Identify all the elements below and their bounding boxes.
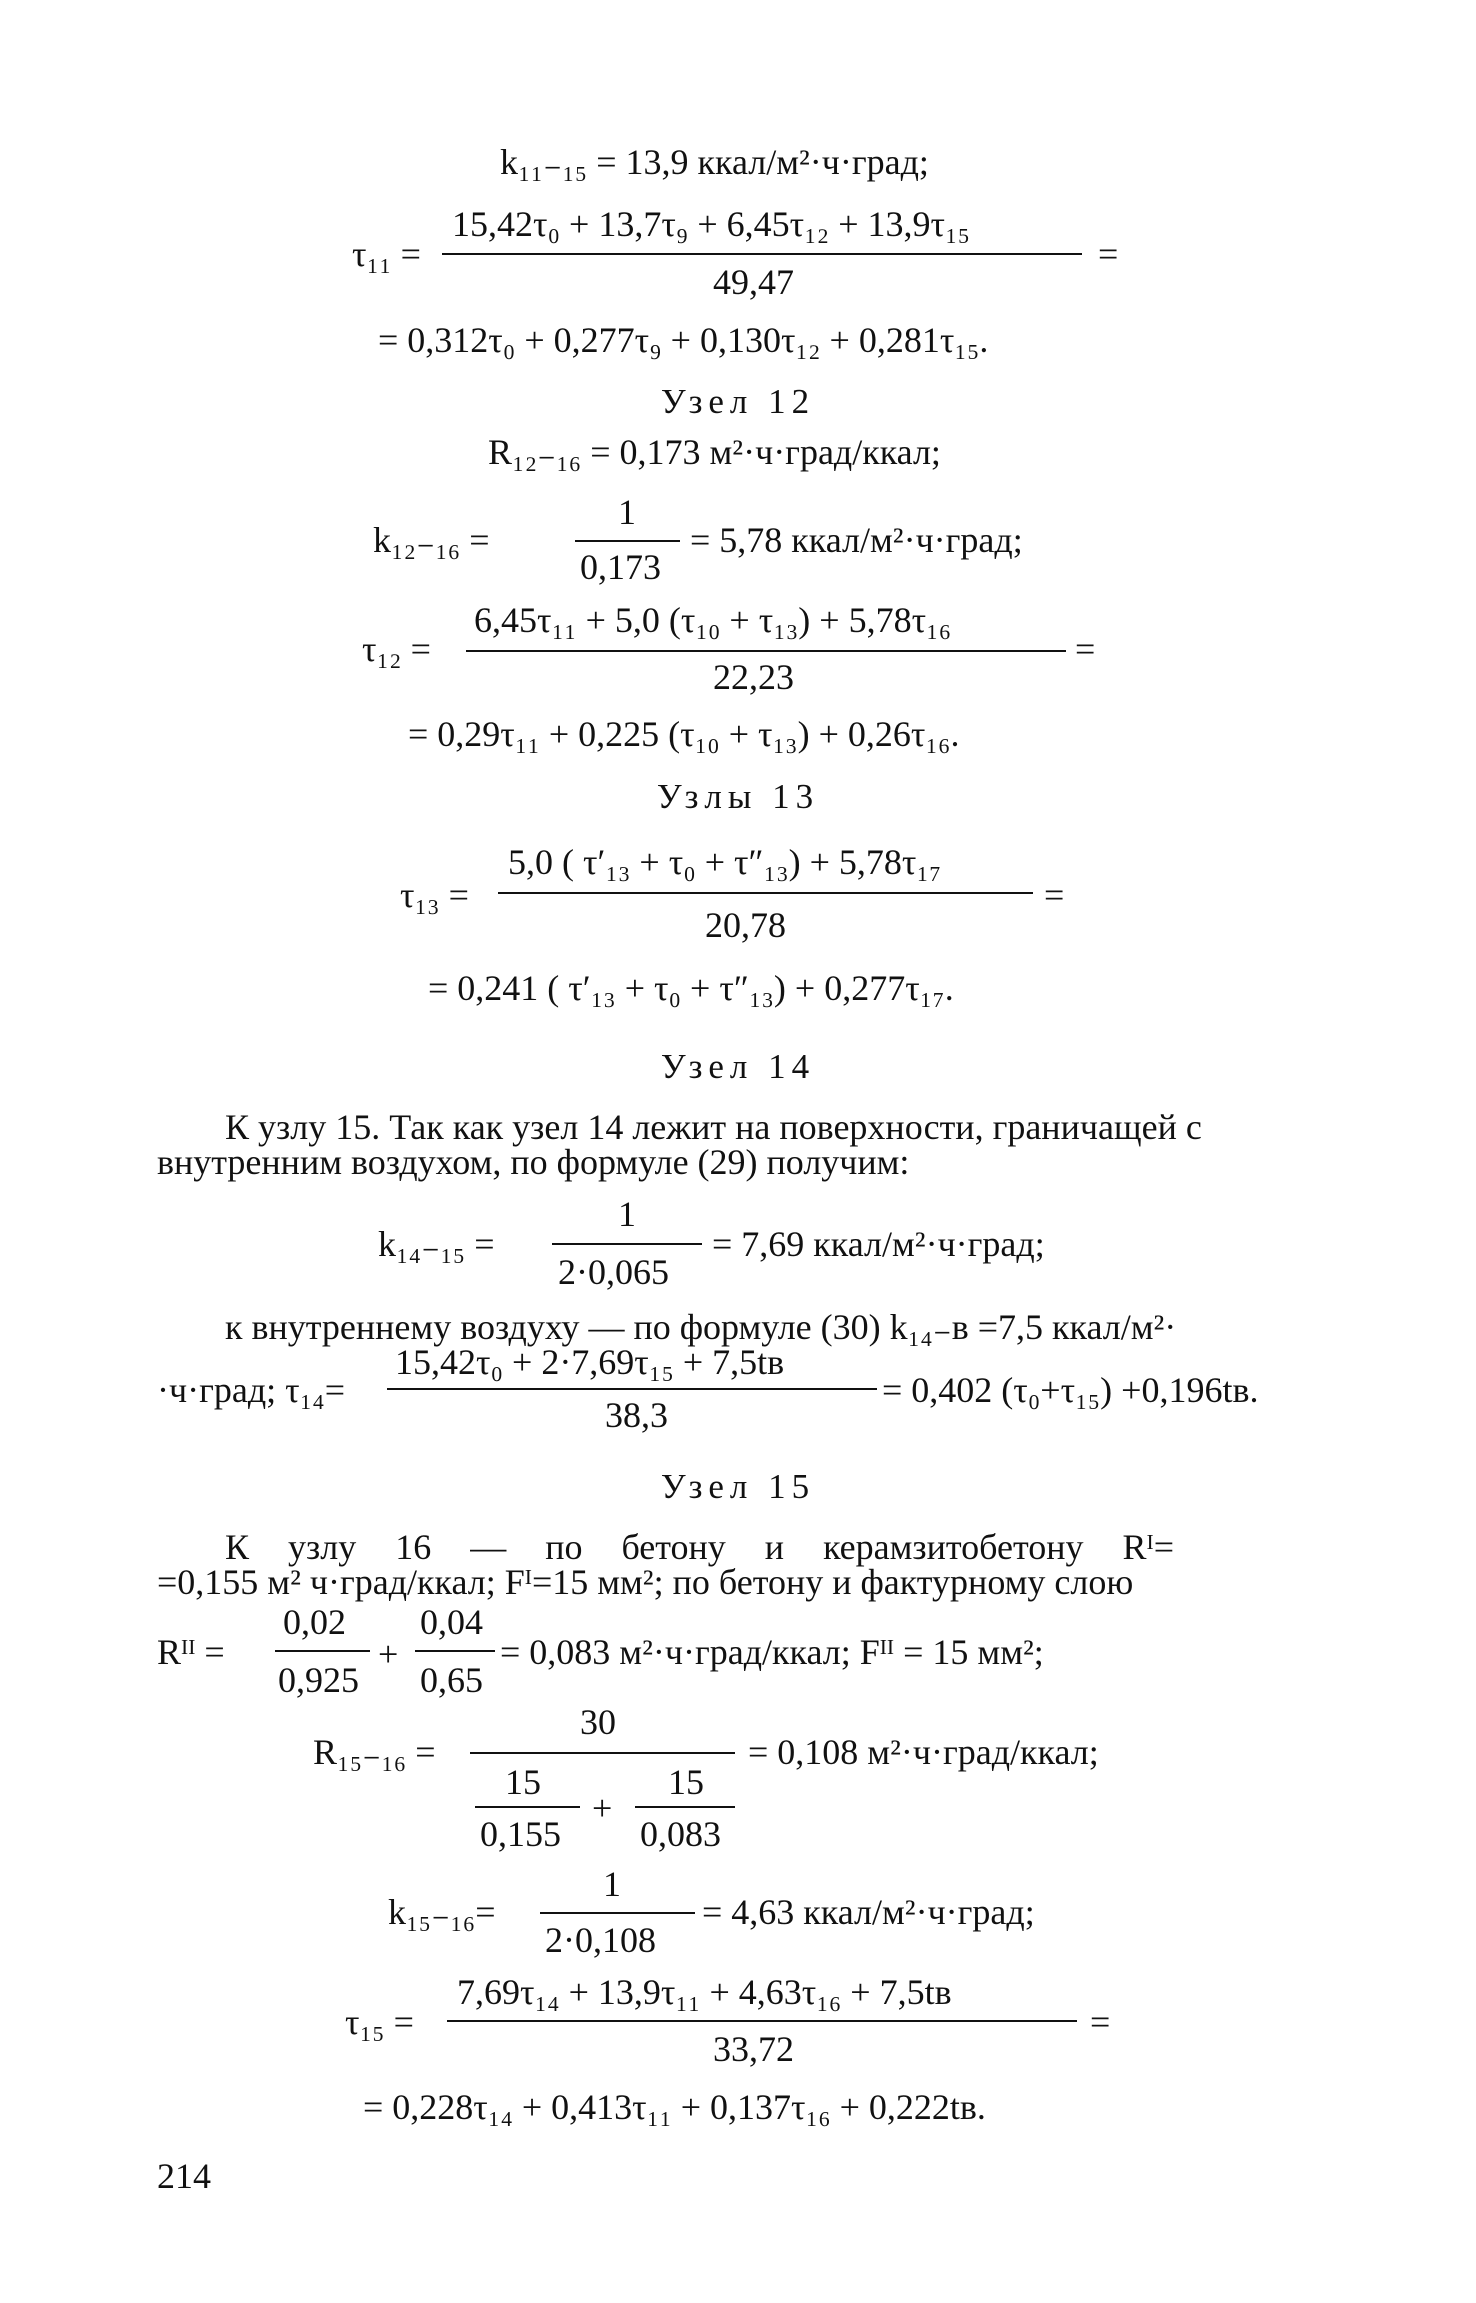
tau13-equals: = [1044,875,1065,915]
r15-16-sub-plus: + [592,1788,613,1828]
k14-15-numerator: 1 [618,1194,636,1234]
paragraph-line: К узлу 15. Так как узел 14 лежит на поверхности, граничащей с [225,1107,1202,1147]
k15-16-lhs: k₁₅₋₁₆= [388,1892,496,1932]
tau11-result: = 0,312τ₀ + 0,277τ₉ + 0,130τ₁₂ + 0,281τ₁₅. [378,320,989,360]
tau15-lhs: τ₁₅ = [345,2002,414,2042]
tau12-lhs: τ₁₂ = [362,629,431,669]
k14-15-denominator: 2·0,065 [558,1252,669,1292]
paragraph-line: =0,155 м² ч·град/ккал; Fᴵ=15 мм²; по бетону и фактурному слою [157,1562,1134,1602]
page-number: 214 [157,2156,211,2196]
k15-16-numerator: 1 [603,1864,621,1904]
r-ii-plus: + [378,1634,399,1674]
r15-16-lhs: R₁₅₋₁₆ = [313,1732,436,1772]
fraction-bar [498,892,1033,894]
tau15-result: = 0,228τ₁₄ + 0,413τ₁₁ + 0,137τ₁₆ + 0,222tв. [363,2087,986,2127]
heading-nodes-13: Узлы 13 [656,777,820,816]
r-ii-lhs: Rᴵᴵ = [157,1632,225,1672]
paragraph-line: к внутреннему воздуху — по формуле (30) k₁₄₋в =7,5 ккал/м²· [225,1307,1177,1347]
tau11-numerator: 15,42τ₀ + 13,7τ₉ + 6,45τ₁₂ + 13,9τ₁₅ [452,204,971,244]
fraction-bar [466,650,1066,652]
paragraph-line: внутренним воздухом, по формуле (29) получим: [157,1142,910,1182]
fraction-bar [575,540,680,542]
heading-node-14: Узел 14 [660,1047,816,1086]
fraction-bar [475,1806,580,1808]
fraction-bar [470,1752,735,1754]
k12-16-lhs: k₁₂₋₁₆ = [373,520,490,560]
tau12-equals: = [1075,629,1096,669]
tau11-equals: = [1098,234,1119,274]
r15-16-sub-denominator-2: 0,083 [640,1814,721,1854]
tau14-lhs: ·ч·град; τ₁₄= [157,1370,346,1410]
r15-16-numerator: 30 [580,1702,616,1742]
paragraph-line: К узлу 16 — по бетону и керамзитобетону Rᴵ= [225,1527,1174,1567]
r-ii-denominator-2: 0,65 [420,1660,483,1700]
fraction-bar [415,1650,495,1652]
k12-16-denominator: 0,173 [580,547,661,587]
tau12-result: = 0,29τ₁₁ + 0,225 (τ₁₀ + τ₁₃) + 0,26τ₁₆. [408,714,960,754]
k14-15-lhs: k₁₄₋₁₅ = [378,1224,495,1264]
tau13-denominator: 20,78 [705,905,786,945]
tau14-rhs: = 0,402 (τ₀+τ₁₅) +0,196tв. [882,1370,1259,1410]
r15-16-sub-numerator-2: 15 [668,1762,704,1802]
fraction-bar [447,2020,1077,2022]
fraction-bar [275,1650,370,1652]
k15-16-denominator: 2·0,108 [545,1920,656,1960]
tau13-result: = 0,241 ( τ′₁₃ + τ₀ + τ″₁₃) + 0,277τ₁₇. [428,968,954,1008]
r-ii-numerator-1: 0,02 [283,1602,346,1642]
r15-16-rhs: = 0,108 м²·ч·град/ккал; [748,1732,1099,1772]
tau11-lhs: τ₁₁ = [352,234,421,274]
tau13-numerator: 5,0 ( τ′₁₃ + τ₀ + τ″₁₃) + 5,78τ₁₇ [508,842,942,882]
tau14-denominator: 38,3 [605,1395,668,1435]
tau13-lhs: τ₁₃ = [400,875,469,915]
r-ii-denominator-1: 0,925 [278,1660,359,1700]
fraction-bar [387,1388,877,1390]
fraction-bar [442,253,1082,255]
fraction-bar [552,1243,702,1245]
r-ii-rhs: = 0,083 м²·ч·град/ккал; Fᴵᴵ = 15 мм²; [500,1632,1044,1672]
tau12-numerator: 6,45τ₁₁ + 5,0 (τ₁₀ + τ₁₃) + 5,78τ₁₆ [474,600,952,640]
k12-16-rhs: = 5,78 ккал/м²·ч·град; [690,520,1023,560]
heading-node-12: Узел 12 [660,382,816,421]
tau15-denominator: 33,72 [713,2029,794,2069]
equation-r12-16: R₁₂₋₁₆ = 0,173 м²·ч·град/ккал; [488,432,941,472]
tau15-numerator: 7,69τ₁₄ + 13,9τ₁₁ + 4,63τ₁₆ + 7,5tв [457,1972,952,2012]
k14-15-rhs: = 7,69 ккал/м²·ч·град; [712,1224,1045,1264]
tau14-numerator: 15,42τ₀ + 2·7,69τ₁₅ + 7,5tв [395,1342,785,1382]
k15-16-rhs: = 4,63 ккал/м²·ч·град; [702,1892,1035,1932]
heading-node-15: Узел 15 [660,1467,816,1506]
fraction-bar [635,1806,735,1808]
tau11-denominator: 49,47 [713,262,794,302]
k12-16-numerator: 1 [618,492,636,532]
equation-k11-15: k₁₁₋₁₅ = 13,9 ккал/м²·ч·град; [500,142,929,182]
r15-16-sub-numerator-1: 15 [505,1762,541,1802]
r15-16-sub-denominator-1: 0,155 [480,1814,561,1854]
tau15-equals: = [1090,2002,1111,2042]
fraction-bar [540,1912,695,1914]
tau12-denominator: 22,23 [713,657,794,697]
r-ii-numerator-2: 0,04 [420,1602,483,1642]
